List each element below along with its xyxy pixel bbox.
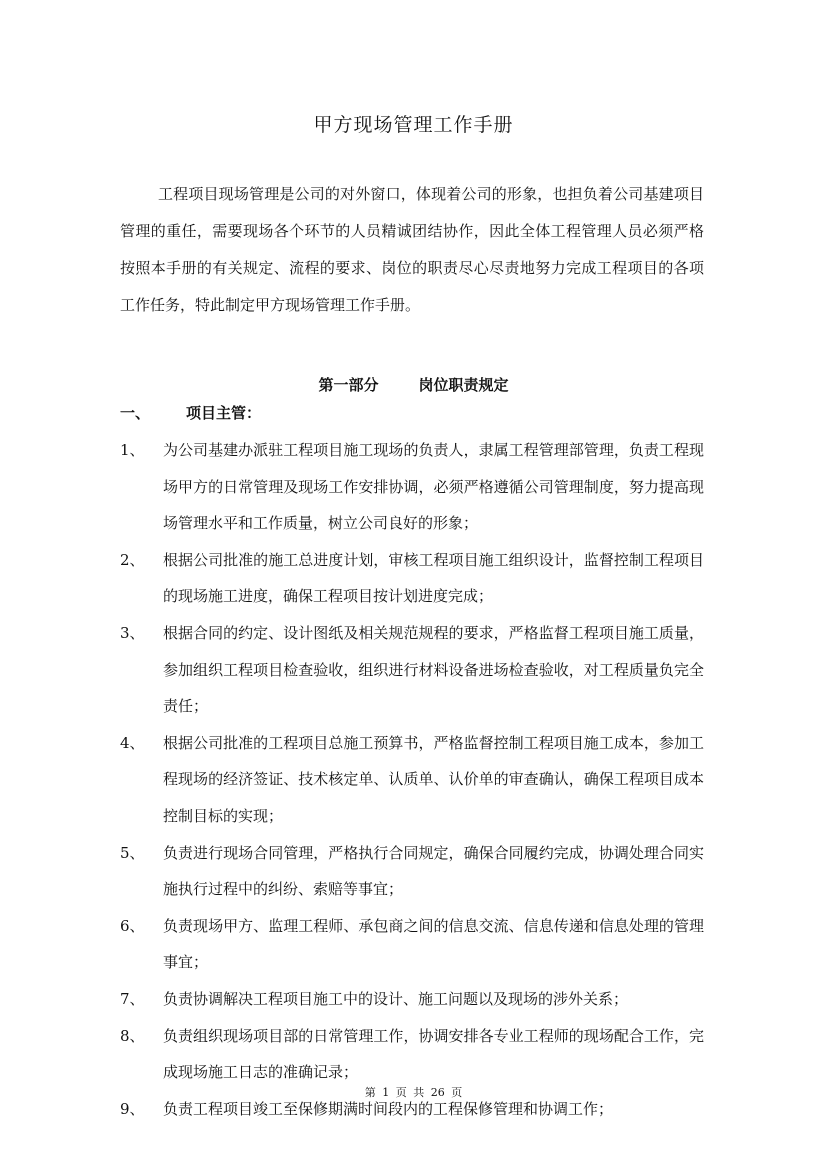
list-item-text: 为公司基建办派驻工程项目施工现场的负责人，隶属工程管理部管理，负责工程现场甲方的日常管理及现场工作安排协调，必须严格遵循公司管理制度，努力提高现场管理水平和工作质量，树立公司良好的形象； <box>163 441 704 533</box>
document-title: 甲方现场管理工作手册 <box>313 114 514 136</box>
list-item-text: 负责组织现场项目部的日常管理工作，协调安排各专业工程师的现场配合工作，完成现场施工日志的准确记录； <box>163 1026 704 1082</box>
list-item <box>120 908 704 981</box>
list-item <box>120 1018 704 1091</box>
list-item-number: 2、 <box>120 550 145 569</box>
list-item-text: 根据公司批准的施工总进度计划，审核工程项目施工组织设计，监督控制工程项目的现场施工进度，确保工程项目按计划进度完成； <box>163 550 704 606</box>
list-item-text: 负责工程项目竣工至保修期满时间段内的工程保修管理和协调工作； <box>163 1099 614 1118</box>
list-item-number: 1、 <box>120 441 145 459</box>
list-item-text: 负责现场甲方、监理工程师、承包商之间的信息交流、信息传递和信息处理的管理事宜； <box>163 916 704 972</box>
list-item <box>120 432 704 542</box>
part-label: 第一部分 <box>318 376 379 394</box>
list-item-number: 9、 <box>120 1099 145 1118</box>
list-item-number: 8、 <box>120 1026 145 1045</box>
list-item <box>120 725 704 835</box>
list-item-text: 负责协调解决工程项目施工中的设计、施工问题以及现场的涉外关系； <box>163 989 629 1008</box>
list-item-number: 7、 <box>120 989 145 1008</box>
list-item-number: 4、 <box>120 733 145 752</box>
list-item <box>120 835 704 908</box>
part-name: 岗位职责规定 <box>418 376 509 394</box>
section-heading <box>120 402 261 423</box>
list-item-text: 负责进行现场合同管理，严格执行合同规定，确保合同履约完成，协调处理合同实施执行过程中的纠纷、索赔等事宜； <box>163 843 704 899</box>
list-item <box>120 981 704 1018</box>
section-title: 项目主管： <box>186 404 262 422</box>
list-item <box>120 615 704 725</box>
list-item-number: 6、 <box>120 916 145 935</box>
intro-paragraph: 工程项目现场管理是公司的对外窗口，体现着公司的形象，也担负着公司基建项目管理的重任，需要现场各个环节的人员精诚团结协作，因此全体工程管理人员必须严格按照本手册的有关规定、流程的要求、岗位的职责尽心尽责地努力完成工程项目的各项工作任务，特此制定甲方现场管理工作手册。 <box>120 185 704 314</box>
page-footer: 第 1 页 共 26 页 <box>364 1086 463 1099</box>
duty-list <box>120 432 704 1127</box>
list-item-text: 根据合同的约定、设计图纸及相关规范规程的要求，严格监督工程项目施工质量，参加组织工程项目检查验收，组织进行材料设备进场检查验收，对工程质量负完全责任； <box>163 623 704 716</box>
section-number: 一、 <box>120 404 151 422</box>
list-item-text: 根据公司批准的工程项目总施工预算书，严格监督控制工程项目施工成本，参加工程现场的经济签证、技术核定单、认质单、认价单的审查确认，确保工程项目成本控制目标的实现； <box>163 733 704 825</box>
list-item <box>120 542 704 615</box>
list-item-number: 5、 <box>120 843 145 862</box>
list-item-number: 3、 <box>120 623 145 642</box>
part-heading <box>0 374 827 395</box>
